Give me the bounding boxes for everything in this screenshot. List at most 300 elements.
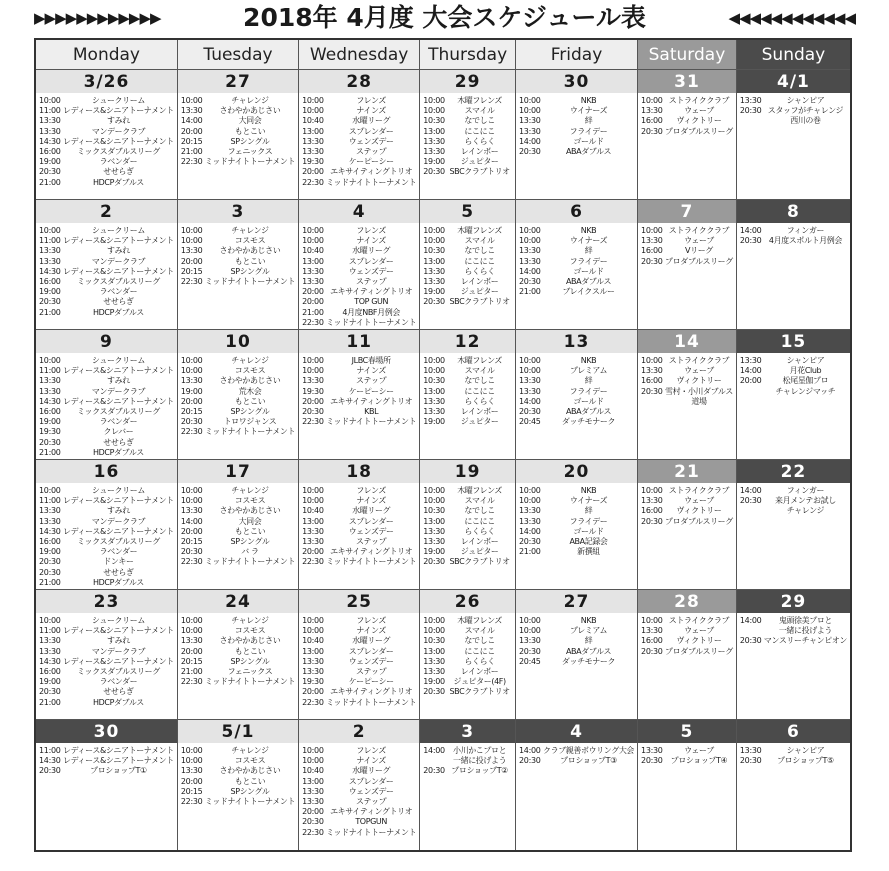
event-name: HDCPダブルス: [93, 177, 144, 187]
day-cell: [420, 200, 516, 330]
event-row: [181, 277, 295, 287]
event-time: 10:30: [423, 376, 445, 386]
event-time: 10:00: [39, 486, 61, 495]
event-row: [181, 127, 295, 137]
event-name: らくらく: [464, 396, 495, 406]
event-name: プレミアム: [569, 626, 608, 636]
event-row: [641, 116, 733, 126]
event-row: [302, 267, 416, 277]
event-row: [39, 178, 174, 188]
event-list: [299, 613, 419, 708]
event-row: [423, 547, 512, 557]
day-number: 3: [420, 720, 515, 743]
event-time: 20:00: [302, 297, 324, 307]
day-number: 2: [36, 200, 177, 223]
event-time: 14:00: [423, 746, 445, 755]
event-name: ヴィクトリー: [676, 506, 722, 516]
event-time: [740, 116, 764, 126]
event-time: 10:00: [180, 746, 203, 755]
event-row: [519, 366, 634, 376]
event-name: にこにこ: [464, 516, 495, 526]
event-time: 20:45: [518, 417, 541, 427]
event-row: [641, 496, 733, 506]
event-row: [181, 506, 295, 516]
event-row: [181, 746, 295, 756]
event-name: ミッドナイトトーナメント: [204, 277, 296, 287]
event-time: 20:15: [180, 266, 203, 276]
event-time: 21:00: [302, 307, 324, 317]
event-name: SPシングル: [230, 537, 270, 547]
event-time: 21:00: [39, 177, 61, 187]
event-name: スマイル: [464, 626, 495, 636]
event-name: ミックスダブルスリーグ: [77, 277, 160, 287]
event-list: [36, 613, 177, 708]
event-name: プロショップT①: [90, 766, 147, 776]
event-time: 20:30: [423, 766, 445, 776]
day-cell: [638, 330, 737, 460]
event-row: [39, 96, 174, 106]
event-name: なでしこ: [464, 116, 495, 126]
event-row: [423, 657, 512, 667]
event-row: [423, 127, 512, 137]
event-row: [181, 387, 295, 397]
day-cell: [737, 590, 850, 720]
event-time: 22:30: [180, 557, 203, 567]
arrow-left-icon: ◀: [844, 9, 855, 27]
event-name: せせらぎ: [103, 437, 134, 447]
event-row: [181, 557, 295, 567]
event-name: エキサイティングトリオ: [330, 547, 413, 557]
event-time: 13:00: [423, 256, 445, 266]
event-row: [39, 547, 174, 557]
day-cell: [516, 590, 638, 720]
event-time: 21:00: [518, 547, 541, 557]
event-name: プロダブルスリーグ: [665, 256, 733, 266]
event-name: レディース&シニアトーナメント: [63, 526, 174, 536]
event-row: [423, 667, 512, 677]
event-row: [181, 547, 295, 557]
day-number: 23: [36, 590, 177, 613]
day-number: 4: [299, 200, 419, 223]
event-list: [36, 353, 177, 458]
event-time: 20:30: [518, 147, 541, 157]
event-name: スタッフがチャレンジ: [767, 106, 844, 116]
day-cell: [516, 200, 638, 330]
event-row: [181, 96, 295, 106]
day-number: 3/26: [36, 70, 177, 93]
event-row: [39, 517, 174, 527]
event-name: ラベンダー: [99, 547, 138, 557]
day-cell: [638, 460, 737, 590]
event-time: 13:30: [641, 626, 663, 636]
event-name: チャレンジ: [231, 486, 269, 495]
event-row: [641, 226, 733, 236]
event-time: 19:00: [39, 417, 61, 427]
event-name: ミッドナイトトーナメント: [326, 827, 417, 837]
event-name: SPシングル: [230, 656, 270, 666]
event-time: 13:00: [423, 516, 445, 526]
event-row: [302, 756, 416, 766]
event-time: 10:30: [423, 506, 445, 516]
event-time: 13:30: [39, 116, 61, 126]
event-row: [519, 246, 634, 256]
event-row: [641, 257, 733, 267]
event-time: 10:00: [423, 616, 445, 625]
event-time: 20:30: [423, 687, 445, 697]
event-time: 10:00: [518, 236, 541, 246]
event-time: 13:30: [302, 147, 324, 157]
event-name: スプレンダー: [348, 256, 394, 266]
event-row: [302, 766, 416, 776]
event-row: [423, 106, 512, 116]
arrow-left-icon: ◀: [781, 9, 792, 27]
event-name: ウイナーズ: [569, 236, 608, 246]
event-list: [516, 613, 637, 667]
event-list: [299, 353, 419, 427]
event-name: すみれ: [107, 376, 130, 386]
event-row: [423, 496, 512, 506]
day-number: 13: [516, 330, 637, 353]
event-row: [641, 356, 733, 366]
event-name: ストライククラブ: [668, 616, 730, 625]
weekday-header-friday: Friday: [516, 40, 638, 70]
event-time: 10:00: [302, 486, 324, 495]
event-row: [302, 417, 416, 427]
event-row: [181, 417, 295, 427]
event-name: SPシングル: [230, 136, 270, 146]
event-name: スマイル: [464, 496, 495, 506]
arrow-right-icon: ▶: [86, 9, 98, 27]
event-row: [39, 448, 174, 458]
event-name: フェニックス: [227, 667, 273, 677]
event-row: [39, 157, 174, 167]
event-row: [39, 257, 174, 267]
event-row: [423, 246, 512, 256]
event-name: プロダブルスリーグ: [665, 646, 733, 656]
event-row: [519, 547, 634, 557]
event-time: 20:00: [302, 547, 324, 557]
event-name: 木曜フレンズ: [457, 226, 503, 235]
day-number: 29: [420, 70, 515, 93]
event-row: [181, 246, 295, 256]
event-time: 10:00: [641, 226, 663, 235]
event-row: [423, 96, 512, 106]
event-row: [519, 287, 634, 297]
event-row: [39, 106, 174, 116]
event-time: 13:30: [423, 667, 445, 677]
event-time: [740, 387, 764, 397]
event-time: 13:30: [39, 506, 61, 516]
event-row: [302, 96, 416, 106]
event-row: [519, 277, 634, 287]
event-name: プロショップT②: [451, 766, 508, 776]
day-number: 29: [737, 590, 850, 613]
day-cell: [36, 330, 178, 460]
event-time: 13:30: [302, 277, 324, 287]
event-name: プロダブルスリーグ: [665, 126, 733, 136]
event-name: プロショップT③: [560, 756, 617, 766]
event-name: HDCPダブルス: [93, 307, 144, 317]
event-row: [519, 407, 634, 417]
event-name: プロショップT④: [670, 756, 728, 766]
day-cell: [737, 70, 850, 200]
event-name: ミッドナイトトーナメント: [204, 797, 296, 807]
arrow-right-icon: ▶: [34, 9, 45, 27]
event-row: [423, 636, 512, 646]
event-time: 20:30: [423, 297, 445, 307]
day-cell: [737, 460, 850, 590]
event-name: シュークリーム: [91, 96, 145, 105]
arrow-left-icon: ◀: [802, 9, 813, 27]
event-time: 22:30: [180, 427, 203, 437]
event-time: 20:30: [518, 537, 541, 547]
event-name: ABAダブルス: [565, 407, 612, 417]
event-time: 22:30: [302, 557, 324, 567]
event-time: 10:40: [302, 246, 324, 256]
day-number: 27: [178, 70, 298, 93]
event-name: 水曜リーグ: [352, 116, 391, 126]
event-row: [519, 356, 634, 366]
event-time: 20:15: [180, 656, 203, 666]
event-row: [39, 746, 174, 756]
event-time: 19:30: [302, 157, 324, 167]
event-name: ラベンダー: [99, 417, 138, 427]
event-time: 20:30: [39, 557, 61, 567]
event-name: シュークリーム: [91, 356, 145, 365]
event-row: [39, 167, 174, 177]
event-name: さわやかあじさい: [219, 246, 281, 256]
event-row: [181, 677, 295, 687]
event-name: エキサイティングトリオ: [330, 687, 413, 697]
event-time: 20:30: [518, 277, 541, 287]
event-name: バ ラ: [241, 547, 259, 557]
event-name: NKB: [580, 96, 597, 105]
event-time: 13:30: [302, 537, 324, 547]
event-name: SPシングル: [230, 407, 270, 417]
event-row: [302, 226, 416, 236]
day-cell: [737, 720, 850, 850]
event-name: すみれ: [107, 246, 130, 256]
arrow-right-icon: ▶: [128, 9, 140, 27]
event-name: クラブ親善ボウリング大会: [542, 746, 635, 755]
event-time: 10:40: [302, 116, 324, 126]
event-list: [178, 483, 298, 568]
event-name: ステップ: [356, 797, 387, 807]
event-name: レディース&シニアトーナメント: [63, 746, 174, 755]
event-time: 10:00: [302, 366, 324, 376]
event-name: せせらぎ: [103, 167, 134, 177]
event-time: 10:00: [423, 106, 445, 116]
event-time: 13:30: [641, 106, 663, 116]
event-row: [39, 698, 174, 708]
event-row: [302, 537, 416, 547]
event-time: 13:30: [39, 386, 61, 396]
event-row: [519, 616, 634, 626]
arrow-right-icon: ▶: [55, 9, 66, 27]
event-name: ミッドナイトトーナメント: [326, 317, 417, 327]
event-name: SPシングル: [230, 266, 270, 276]
event-time: 10:00: [180, 756, 203, 766]
event-time: 22:30: [302, 317, 324, 327]
event-time: 10:00: [423, 226, 445, 235]
event-row: [423, 687, 512, 697]
event-row: [519, 127, 634, 137]
event-name: NKB: [580, 356, 597, 365]
event-name: ストライククラブ: [668, 486, 730, 495]
event-row: [519, 387, 634, 397]
event-name: レディース&シニアトーナメント: [63, 656, 174, 666]
event-row: [39, 246, 174, 256]
event-time: 10:00: [180, 96, 203, 105]
event-row: [39, 667, 174, 677]
event-time: 10:00: [302, 96, 324, 105]
event-list: [737, 613, 850, 647]
event-time: 10:30: [423, 636, 445, 646]
event-time: 20:30: [302, 407, 324, 417]
event-row: [302, 287, 416, 297]
event-name: ウイナーズ: [569, 496, 608, 506]
event-row: [423, 486, 512, 496]
event-row: [39, 616, 174, 626]
day-number: 3: [178, 200, 298, 223]
event-name: ウェーブ: [684, 106, 714, 116]
event-time: 10:00: [518, 496, 541, 506]
event-name: ミッドナイトトーナメント: [326, 177, 417, 187]
event-row: [423, 376, 512, 386]
event-name: TOP GUN: [354, 297, 389, 307]
event-name: すみれ: [107, 116, 130, 126]
event-time: 10:00: [302, 626, 324, 636]
event-name: ストライククラブ: [668, 356, 730, 365]
event-time: 10:40: [302, 766, 324, 776]
day-number: 10: [178, 330, 298, 353]
event-name: フレンズ: [356, 96, 386, 105]
event-list: [638, 353, 736, 407]
event-time: 16:00: [641, 506, 663, 516]
event-list: [36, 93, 177, 188]
day-number: 12: [420, 330, 515, 353]
event-list: [178, 93, 298, 167]
event-row: [181, 527, 295, 537]
event-row: [39, 397, 174, 407]
event-time: 20:00: [302, 687, 324, 697]
event-row: [181, 376, 295, 386]
event-row: [641, 96, 733, 106]
event-time: 16:00: [39, 407, 61, 417]
event-name: NKB: [580, 226, 597, 235]
event-row: [302, 677, 416, 687]
day-number: 4: [516, 720, 637, 743]
event-row: [519, 527, 634, 537]
event-time: 13:30: [39, 516, 61, 526]
event-time: 14:30: [39, 136, 61, 146]
event-row: [302, 407, 416, 417]
event-time: 11:00: [39, 746, 61, 755]
event-time: 14:30: [39, 396, 61, 406]
event-name: ウェンズデー: [348, 136, 394, 146]
event-row: [423, 397, 512, 407]
event-list: [36, 743, 177, 777]
event-row: [39, 236, 174, 246]
event-row: [39, 407, 174, 417]
event-row: [423, 137, 512, 147]
event-time: 10:00: [423, 236, 445, 246]
weekday-header-wednesday: Wednesday: [299, 40, 420, 70]
event-name: ナインズ: [356, 626, 386, 636]
event-row: [423, 257, 512, 267]
event-time: 10:00: [302, 226, 324, 235]
event-row: [39, 137, 174, 147]
event-row: [181, 267, 295, 277]
event-time: 10:00: [302, 496, 324, 506]
event-name: らくらく: [464, 136, 495, 146]
event-row: [641, 756, 733, 766]
event-time: 14:00: [739, 486, 762, 495]
event-row: [641, 626, 733, 636]
event-row: [302, 356, 416, 366]
event-time: 19:00: [39, 157, 61, 167]
event-name: にこにこ: [464, 126, 495, 136]
event-time: 22:30: [180, 797, 203, 807]
event-row: [423, 527, 512, 537]
event-row: [181, 366, 295, 376]
event-row: [519, 226, 634, 236]
event-name: ABA記録会: [569, 537, 608, 547]
event-time: 19:30: [39, 427, 61, 437]
event-time: 20:15: [180, 537, 203, 547]
event-name: ゴールド: [573, 266, 604, 276]
event-time: 13:30: [739, 96, 762, 105]
event-name: スプレンダー: [348, 126, 394, 136]
event-row: [39, 636, 174, 646]
event-row: [181, 106, 295, 116]
event-name: もとこい: [234, 646, 266, 656]
event-time: 13:30: [39, 646, 61, 656]
event-time: 10:00: [518, 626, 541, 636]
event-time: 13:00: [423, 646, 445, 656]
event-row: [740, 96, 847, 106]
event-time: 14:00: [180, 116, 203, 126]
event-row: [181, 116, 295, 126]
event-time: 10:00: [39, 616, 61, 625]
event-row: [641, 397, 733, 407]
event-name: フライデー: [569, 386, 608, 396]
event-row: [423, 506, 512, 516]
event-time: 20:30: [739, 496, 762, 506]
event-name: 小川かこプロと: [453, 746, 507, 755]
event-row: [641, 616, 733, 626]
event-list: [178, 223, 298, 287]
event-time: 13:30: [423, 656, 445, 666]
event-time: 10:30: [423, 116, 445, 126]
event-name: コスモス: [234, 366, 266, 376]
event-time: 13:30: [518, 376, 541, 386]
event-row: [519, 657, 634, 667]
event-name: ケーピーシー: [348, 386, 394, 396]
event-time: 14:00: [518, 136, 541, 146]
event-row: [641, 366, 733, 376]
event-time: [740, 626, 764, 636]
event-time: 10:00: [39, 356, 61, 365]
event-row: [181, 777, 295, 787]
day-cell: [516, 330, 638, 460]
event-name: ミックスダブルスリーグ: [77, 147, 160, 157]
event-name: SBCクラブトリオ: [449, 297, 510, 307]
event-row: [519, 96, 634, 106]
event-list: [638, 743, 736, 766]
event-time: 20:15: [180, 136, 203, 146]
day-cell: [638, 70, 737, 200]
